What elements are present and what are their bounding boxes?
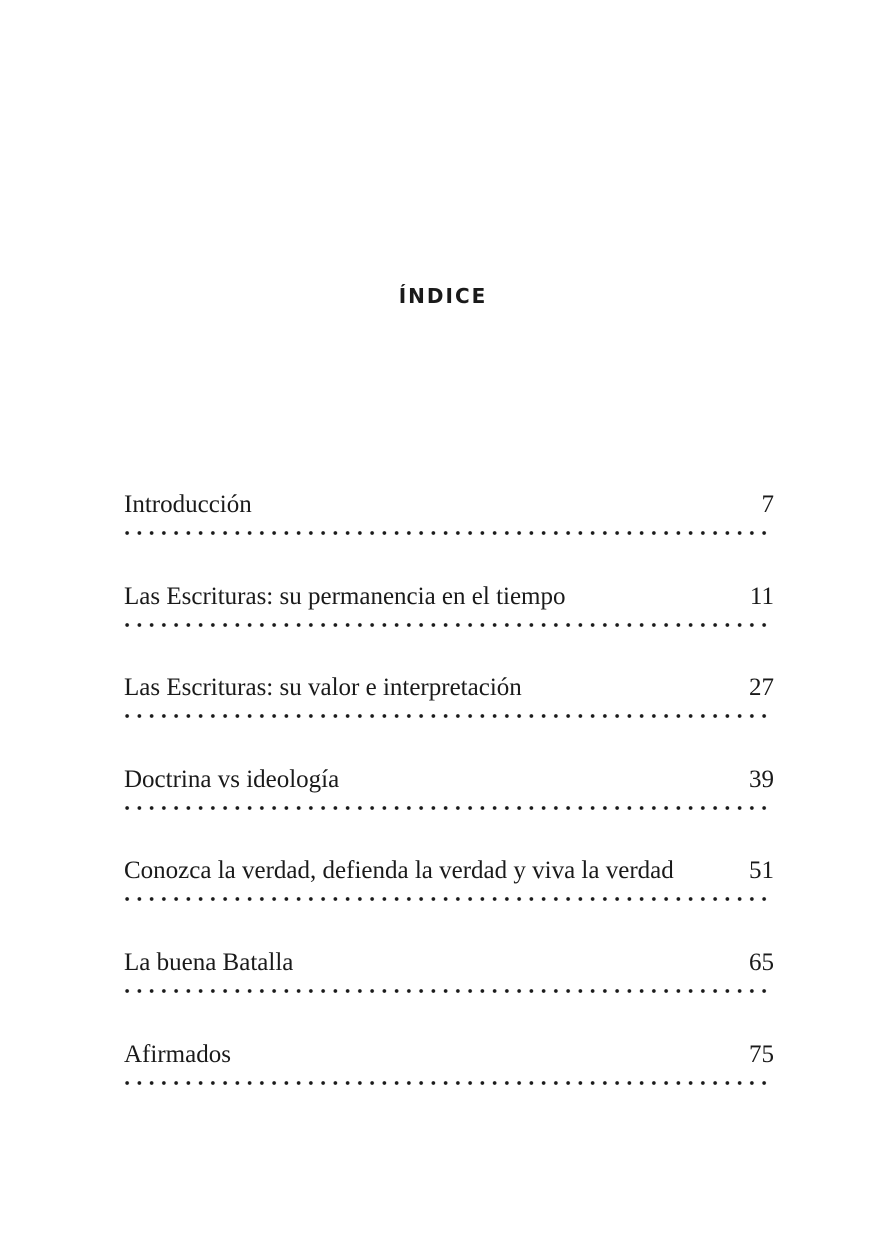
toc-entry-title: Las Escrituras: su permanencia en el tiempo	[124, 582, 566, 610]
toc-entry-title: Afirmados	[124, 1040, 231, 1068]
toc-entry[interactable]	[124, 765, 774, 857]
toc-entry-page: 65	[749, 948, 774, 976]
toc-entry[interactable]	[124, 582, 774, 674]
toc-entry-page: 27	[749, 674, 774, 702]
dotted-leader	[124, 622, 774, 628]
toc-entry-page: 75	[749, 1040, 774, 1068]
toc-row	[124, 582, 774, 612]
dotted-leader	[124, 1080, 774, 1086]
dotted-leader	[124, 530, 774, 536]
dotted-leader	[124, 805, 774, 811]
toc-entry[interactable]	[124, 1040, 774, 1132]
toc-entry-page: 7	[761, 491, 774, 518]
toc-row	[124, 856, 774, 886]
toc-entry-title: Las Escrituras: su valor e interpretación	[124, 674, 522, 702]
toc-row	[124, 490, 774, 520]
dotted-leader	[124, 988, 774, 994]
toc-entry-page: 39	[749, 765, 774, 793]
toc-row	[124, 948, 774, 978]
toc-row	[124, 673, 774, 703]
toc-entry-title: Doctrina vs ideología	[124, 765, 340, 793]
toc-row	[124, 765, 774, 795]
toc-entry[interactable]	[124, 490, 774, 582]
toc-entry-title: Conozca la verdad, defienda la verdad y viva la verdad	[124, 857, 674, 885]
toc-entry-title: Introducción	[124, 491, 252, 518]
toc-entry[interactable]	[124, 948, 774, 1040]
toc-entry-page: 11	[749, 582, 774, 610]
toc-row	[124, 1040, 774, 1070]
toc-entry[interactable]	[124, 673, 774, 765]
dotted-leader	[124, 713, 774, 719]
toc-entry-page: 51	[749, 857, 774, 885]
table-of-contents	[124, 490, 774, 1131]
dotted-leader	[124, 896, 774, 902]
toc-entry[interactable]	[124, 856, 774, 948]
page-title: ÍNDICE	[398, 284, 488, 308]
toc-entry-title: La buena Batalla	[124, 948, 294, 976]
